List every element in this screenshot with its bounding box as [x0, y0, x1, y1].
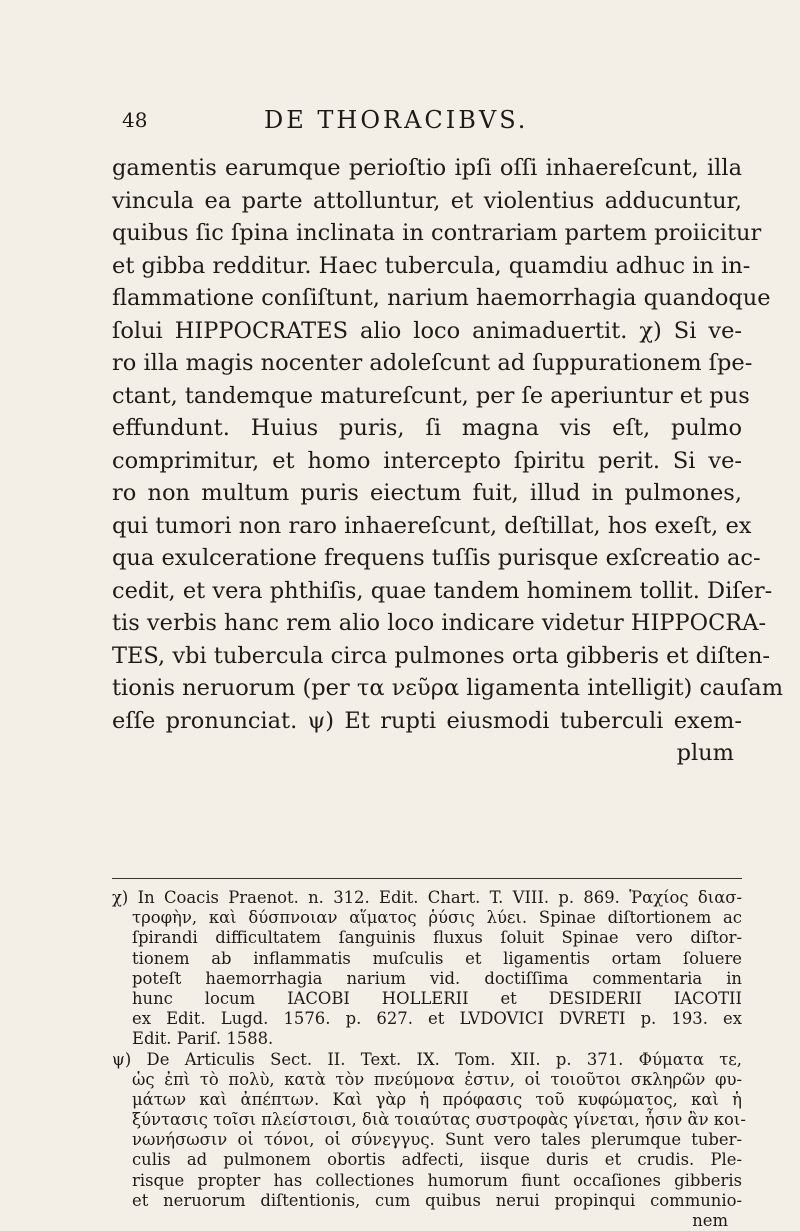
footnote-line: χ) In Coacis Praenot. n. 312. Edit. Chart. T. VIII. p. 869. Ῥαχίος διασ- — [112, 888, 742, 907]
text-line: vincula ea parte attolluntur, et violentius adducuntur, — [112, 187, 742, 214]
page-header — [112, 104, 712, 144]
text-line: tis verbis hanc rem alio loco indicare videtur HIPPOCRA- — [112, 610, 767, 636]
text-line: cedit, et vera phthiſis, quae tandem hominem tollit. Diſer- — [112, 577, 773, 604]
text-line: comprimitur, et homo intercepto ſpiritu perit. Si ve- — [112, 447, 742, 474]
text-line: effundunt. Huius puris, ſi magna vis eſt, pulmo — [112, 415, 742, 441]
footnote-line: culis ad pulmonem obortis adfecti, iisque duris et crudis. Ple- — [132, 1150, 742, 1170]
text-line: gamentis earumque perioſtio ipſi oſſi inhaereſcunt, illa — [112, 155, 742, 181]
footnote-line: et neruorum diſtentionis, cum quibus nerui propinqui communio- — [132, 1190, 742, 1210]
text-line: ſolui HIPPOCRATES alio loco animaduertit. χ) Si ve- — [112, 317, 742, 344]
text-line: qua exulceratione frequens tuſſis purisque exſcreatio ac- — [112, 545, 761, 571]
text-line: qui tumori non raro inhaereſcunt, deſtillat, hos exeſt, ex — [112, 512, 752, 539]
page-number: 48 — [122, 108, 148, 132]
footnote-line: ψ) De Articulis Sect. II. Text. IX. Tom. XII. p. 371. Φύματα τε, — [112, 1049, 742, 1069]
footnote-line: nem — [692, 1211, 728, 1230]
footnote-line: tionem ab inflammatis muſculis et ligamentis ortam ſoluere — [132, 948, 742, 968]
text-line: eſſe pronunciat. ψ) Et rupti eiusmodi tuberculi exem- — [112, 707, 742, 734]
footnote-line: risque propter has collectiones humorum fiunt occaſiones gibberis — [132, 1170, 742, 1190]
text-line: quibus ſic ſpina inclinata in contrariam partem proiicitur — [112, 220, 762, 246]
text-line: flammatione conſiſtunt, narium haemorrhagia quandoque — [112, 285, 771, 311]
footnote-line: hunc locum IACOBI HOLLERII et DESIDERII IACOTII — [132, 988, 742, 1008]
running-head: DE THORACIBVS. — [264, 106, 529, 134]
text-line: et gibba redditur. Haec tubercula, quamdiu adhuc in in- — [112, 252, 751, 279]
footnote-line: νωνήσωσιν οἱ τόνοι, οἱ σύνεγγυς. Sunt vero tales plerumque tuber- — [132, 1130, 742, 1150]
footnotes — [112, 888, 746, 1231]
text-line: plum — [676, 740, 734, 766]
footnote-line: Edit. Pariſ. 1588. — [132, 1029, 274, 1049]
footnote-line: τροφὴν, καὶ δύσπνοιαν αἵματος ῥύσις λύει. Spinae diſtortionem ac — [132, 908, 742, 928]
text-line: ctant, tandemque matureſcunt, per ſe aperiuntur et pus — [112, 382, 750, 409]
footnote-line: μάτων καὶ ἀπέπτων. Καὶ γὰρ ἡ πρόφασις τοῦ κυφώματος, καὶ ἡ — [132, 1089, 742, 1109]
footnote-line: ξύντασις τοῖσι πλείστοισι, διὰ τοιαύτας συστροφὰς γίνεται, ἧσιν ἂν κοι- — [132, 1110, 746, 1130]
text-line: TES, vbi tubercula circa pulmones orta gibberis et diſten- — [112, 642, 771, 669]
text-line: ro illa magis nocenter adoleſcunt ad ſuppurationem ſpe- — [112, 350, 753, 376]
footnote-line: ὡς ἐπὶ τὸ πολὺ, κατὰ τὸν πνεύμονα ἐστιν, οἱ τοιοῦτοι σκληρῶν φυ- — [132, 1069, 742, 1089]
main-text — [112, 152, 784, 770]
text-line: tionis neruorum (per τα νεῦρα ligamenta intelligit) cauſam — [112, 675, 784, 701]
footnote-line: ſpirandi difficultatem ſanguinis fluxus ſoluit Spinae vero diſtor- — [132, 928, 742, 948]
text-line: ro non multum puris eiectum fuit, illud in pulmones, — [112, 480, 742, 506]
footnote-rule — [112, 878, 742, 879]
footnote-line: poteſt haemorrhagia narium vid. doctiſſima commentaria in — [132, 968, 742, 988]
footnote-line: ex Edit. Lugd. 1576. p. 627. et LVDOVICI DVRETI p. 193. ex — [132, 1009, 742, 1029]
